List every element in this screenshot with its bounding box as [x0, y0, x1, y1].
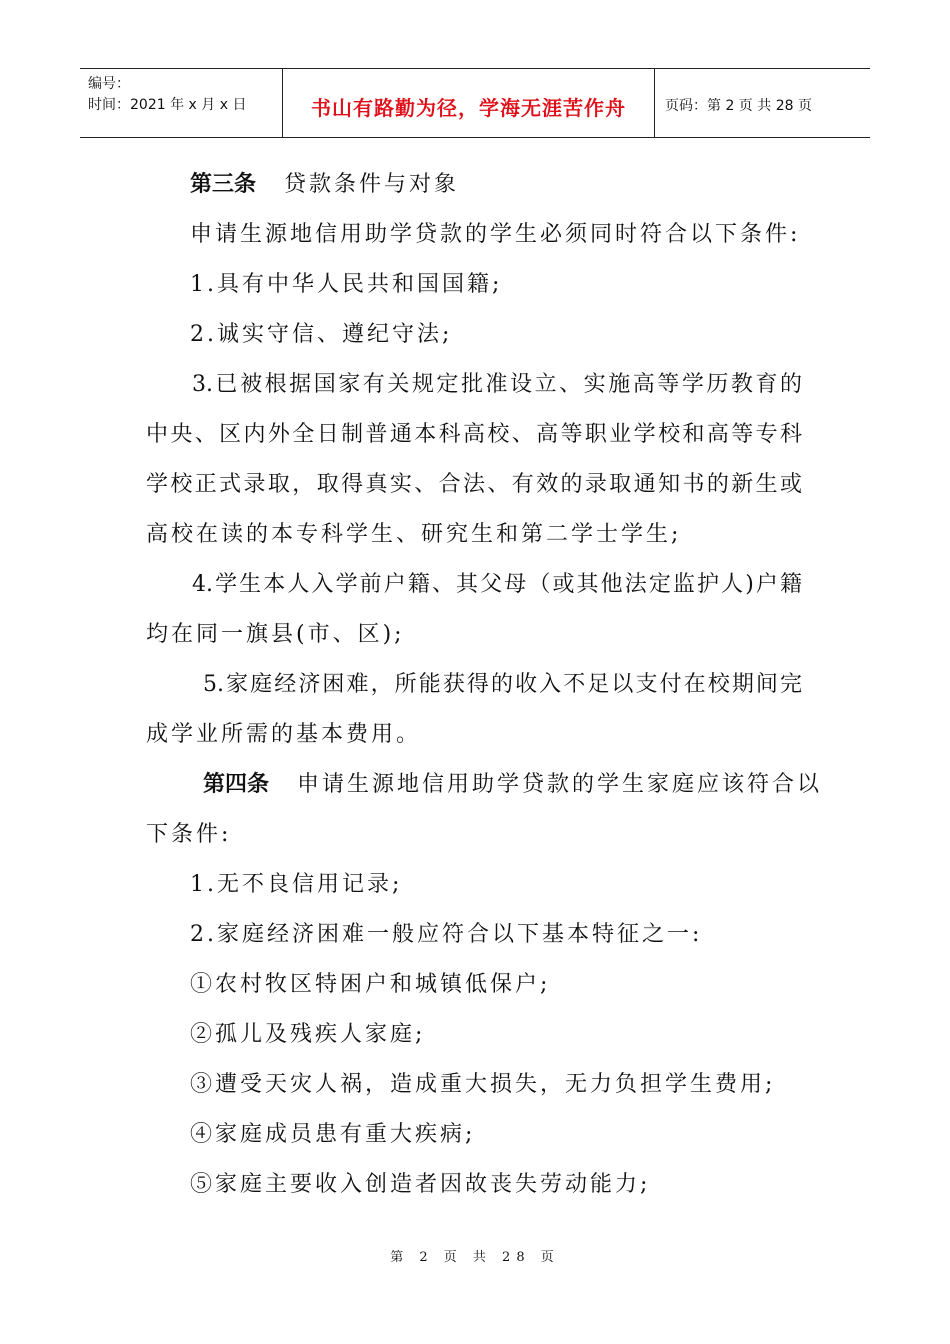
article3-item5-line1: 5.家庭经济困难，所能获得的收入不足以支付在校期间完 — [203, 672, 802, 697]
article4-intro-line1: 申请生源地信用助学贷款的学生家庭应该符合以 — [297, 772, 823, 797]
article4-item1: 1.无不良信用记录; — [190, 872, 403, 897]
header-page-label: 页码：第 2 页 共 28 页 — [665, 98, 812, 114]
article3-item3-line4: 高校在读的本专科学生、研究生和第二学士学生; — [146, 522, 682, 547]
article4-heading-line — [203, 770, 822, 800]
article3-item3-line2: 中央、区内外全日制普通本科高校、高等职业学校和高等专科 — [146, 422, 802, 447]
article3-heading: 第三条 — [190, 172, 257, 197]
article3-item5-line2: 成学业所需的基本费用。 — [146, 722, 422, 747]
article4-sub1: ①农村牧区特困户和城镇低保户; — [190, 972, 551, 997]
article4-sub3: ③遭受天灾人祸，造成重大损失，无力负担学生费用; — [190, 1072, 776, 1097]
document-header — [80, 68, 870, 138]
article4-item2: 2.家庭经济困难一般应符合以下基本特征之一: — [190, 922, 703, 947]
article3-heading-line — [190, 170, 459, 200]
article3-item4-line1: 4.学生本人入学前户籍、其父母（或其他法定监护人)户籍 — [192, 572, 802, 597]
article3-item3-line3: 学校正式录取，取得真实、合法、有效的录取通知书的新生或 — [146, 472, 802, 497]
article4-sub2: ②孤儿及残疾人家庭; — [190, 1022, 426, 1047]
article3-item2: 2.诚实守信、遵纪守法; — [190, 322, 453, 347]
article3-intro: 申请生源地信用助学贷款的学生必须同时符合以下条件: — [190, 222, 801, 247]
article3-item3-line1: 3.已被根据国家有关规定批准设立、实施高等学历教育的 — [192, 372, 802, 397]
date-label: 时间：2021 年 x 月 x 日 — [88, 97, 247, 113]
article3-title: 贷款条件与对象 — [284, 172, 460, 197]
article4-sub4: ④家庭成员患有重大疾病; — [190, 1122, 476, 1147]
header-motto: 书山有路勤为径，学海无涯苦作舟 — [283, 69, 655, 137]
article4-sub5: ⑤家庭主要收入创造者因故丧失劳动能力; — [190, 1172, 651, 1197]
article3-item1: 1.具有中华人民共和国国籍; — [190, 272, 503, 297]
header-meta-cell — [80, 69, 283, 137]
number-label: 编号： — [88, 76, 130, 92]
page-footer: 第 2 页 共 28 页 — [390, 1250, 560, 1265]
article4-intro-line2: 下条件: — [146, 822, 232, 847]
article3-item4-line2: 均在同一旗县(市、区); — [146, 622, 405, 647]
article4-heading: 第四条 — [203, 772, 270, 797]
